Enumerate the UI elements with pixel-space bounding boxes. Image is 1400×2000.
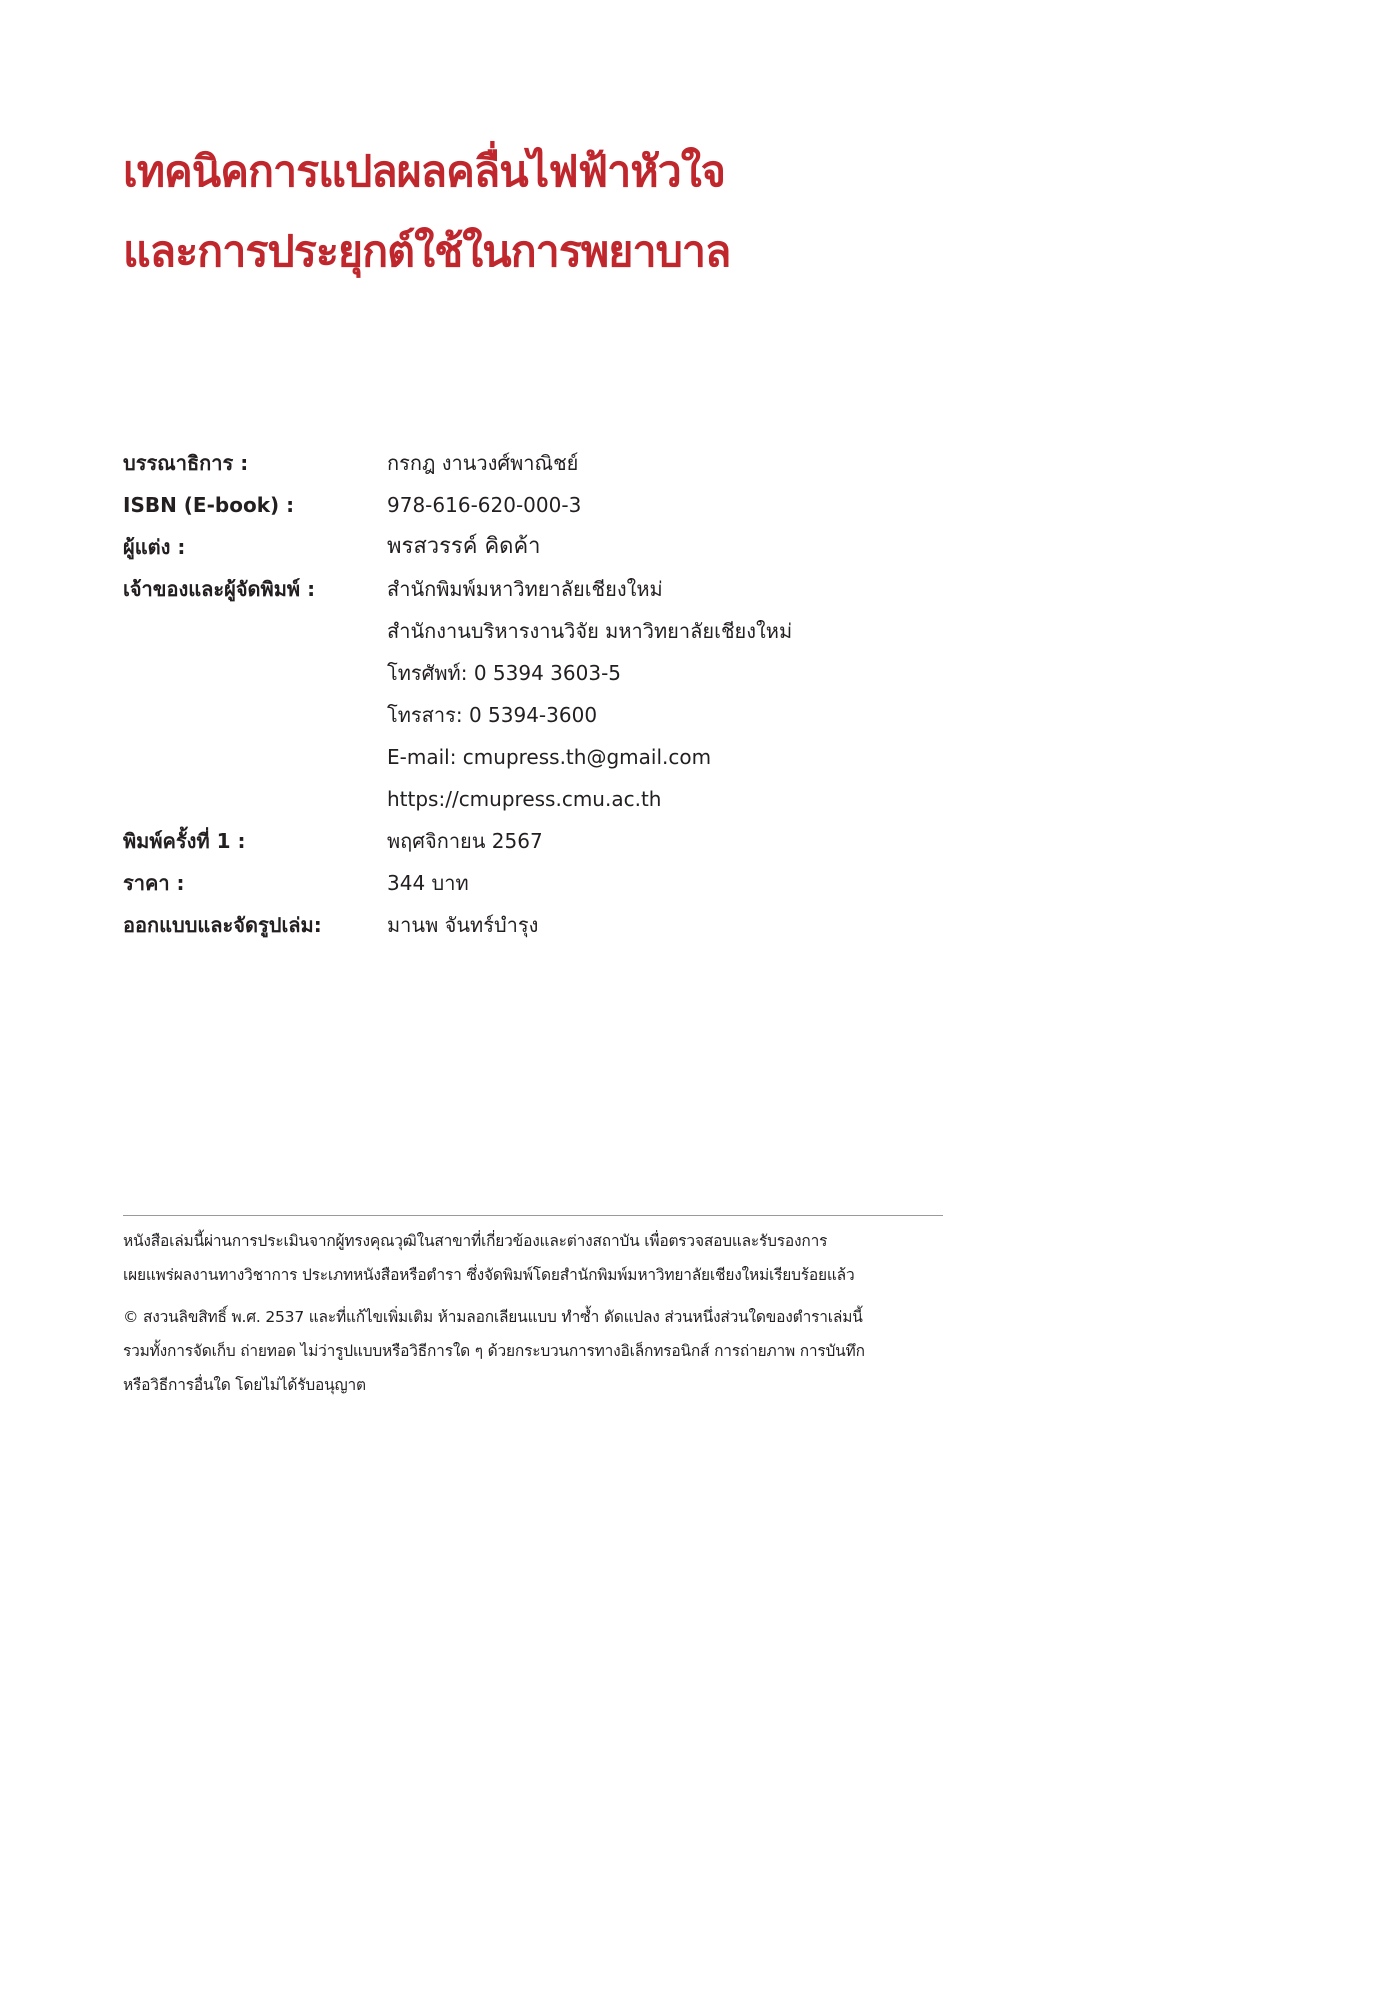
author-value: พรสวรรค์ คิดค้า [387,534,541,559]
publisher-office: สำนักงานบริหารงานวิจัย มหาวิทยาลัยเชียงใหม่ [387,619,793,643]
isbn-row [123,484,1003,526]
isbn-value: 978-616-620-000-3 [387,493,582,517]
price-label: ราคา : [123,871,185,895]
price-value: 344 บาท [387,871,469,895]
divider [123,1215,943,1216]
publisher-phone: โทรศัพท์: 0 5394 3603-5 [387,661,622,685]
publisher-row [123,568,1003,820]
copyright-statement [123,1300,943,1402]
publisher-email: E-mail: cmupress.th@gmail.com [387,745,712,769]
price-row [123,862,1003,904]
copyright-line-1: © สงวนลิขสิทธิ์ พ.ศ. 2537 และที่แก้ไขเพิ่มเติม ห้ามลอกเลียนแบบ ทำซ้ำ ดัดแปลง ส่วนหนึ่งส่วนใดของตำราเล่มนี้ [123,1308,863,1326]
designer-label: ออกแบบและจัดรูปเล่ม: [123,913,322,937]
legal-notice [123,1224,943,1410]
copyright-line-2: รวมทั้งการจัดเก็บ ถ่ายทอด ไม่ว่ารูปแบบหรือวิธีการใด ๆ ด้วยกระบวนการทางอิเล็กทรอนิกส์ การถ่ายภาพ การบันทึก [123,1342,865,1360]
book-title-line-2: และการประยุกต์ใช้ในการพยาบาล [123,227,731,277]
copyright-line-3: หรือวิธีการอื่นใด โดยไม่ได้รับอนุญาต [123,1376,366,1394]
peer-review-line-1: หนังสือเล่มนี้ผ่านการประเมินจากผู้ทรงคุณวุฒิในสาขาที่เกี่ยวข้องและต่างสถาบัน เพื่อตรวจสอบและรับรองการ [123,1232,828,1250]
author-row [123,526,1003,568]
publisher-name: สำนักพิมพ์มหาวิทยาลัยเชียงใหม่ [387,577,663,601]
author-label: ผู้แต่ง : [123,535,186,559]
edition-label: พิมพ์ครั้งที่ 1 : [123,829,246,853]
designer-row [123,904,1003,946]
isbn-label: ISBN (E-book) : [123,493,295,517]
publisher-label: เจ้าของและผู้จัดพิมพ์ : [123,577,316,601]
book-title-line-1: เทคนิคการแปลผลคลื่นไฟฟ้าหัวใจ [123,147,725,197]
publisher-fax: โทรสาร: 0 5394-3600 [387,703,598,727]
edition-row [123,820,1003,862]
designer-value: มานพ จันทร์บำรุง [387,913,539,937]
peer-review-line-2: เผยแพร่ผลงานทางวิชาการ ประเภทหนังสือหรือตำรา ซึ่งจัดพิมพ์โดยสำนักพิมพ์มหาวิทยาลัยเชียงใหม่เรียบร้อยแล้ว [123,1266,855,1284]
peer-review-statement [123,1224,943,1292]
publisher-website: https://cmupress.cmu.ac.th [387,787,662,811]
editor-value: กรกฎ งานวงศ์พาณิชย์ [387,451,579,475]
editor-row [123,442,1003,484]
edition-value: พฤศจิกายน 2567 [387,829,543,853]
editor-label: บรรณาธิการ : [123,451,249,475]
publication-details [123,442,1003,946]
book-title [123,132,1023,292]
